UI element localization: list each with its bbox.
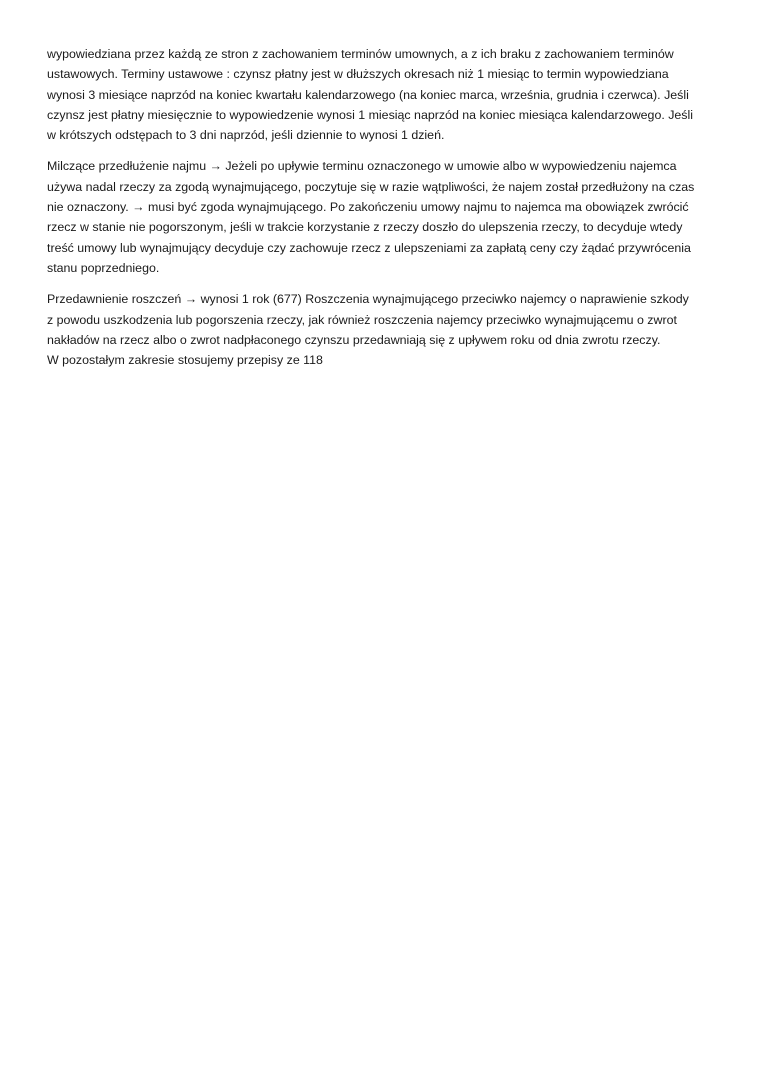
text-line: treść umowy lub wynajmujący decyduje czy zachowuje rzecz z ulepszeniami za zapłatą ceny czy żądać przywrócenia: [47, 240, 691, 255]
text-line: czynsz jest płatny miesięcznie to wypowiedzenie wynosi 1 miesiąc naprzód na koniec miesiąca kalendarzowego. Jeśli: [47, 107, 694, 122]
document-page: [47, 44, 721, 381]
text-line: W pozostałym zakresie stosujemy przepisy ze 118: [47, 353, 323, 368]
paragraph-limitation: [47, 289, 721, 370]
text-line: stanu poprzedniego.: [47, 260, 160, 275]
text-line: z powodu uszkodzenia lub pogorszenia rzeczy, jak również roszczenia najemcy przeciwko wynajmującemu o zwrot: [47, 312, 677, 327]
text-line: w krótszych odstępach to 3 dni naprzód, jeśli dziennie to wynosi 1 dzień.: [47, 128, 445, 143]
text-line: Milczące przedłużenie najmu → Jeżeli po upływie terminu oznaczonego w umowie albo w wypowiedzeniu najemca: [47, 159, 677, 174]
text-line: używa nadal rzeczy za zgodą wynajmującego, poczytuje się w razie wątpliwości, że najem został przedłużony na czas: [47, 179, 695, 194]
text-line: nie oznaczony. → musi być zgoda wynajmującego. Po zakończeniu umowy najmu to najemca ma obowiązek zwrócić: [47, 200, 689, 215]
paragraph-tacit-extension: [47, 156, 721, 278]
paragraph-notice-terms: [47, 44, 721, 145]
text-line: rzecz w stanie nie pogorszonym, jeśli w trakcie korzystanie z rzeczy doszło do ulepszenia rzeczy, to decyduje wtedy: [47, 220, 683, 235]
text-line: ustawowych. Terminy ustawowe : czynsz płatny jest w dłuższych okresach niż 1 miesiąc to termin wypowiedziana: [47, 67, 669, 82]
text-line: Przedawnienie roszczeń → wynosi 1 rok (677) Roszczenia wynajmującego przeciwko najemcy o naprawienie szkody: [47, 292, 689, 307]
text-line: nakładów na rzecz albo o zwrot nadpłaconego czynszu przedawniają się z upływem roku od dnia zwrotu rzeczy.: [47, 332, 661, 347]
text-line: wynosi 3 miesiące naprzód na koniec kwartału kalendarzowego (na koniec marca, września, grudnia i czerwca). Jeśli: [47, 87, 689, 102]
text-line: wypowiedziana przez każdą ze stron z zachowaniem terminów umownych, a z ich braku z zachowaniem terminów: [47, 47, 674, 61]
